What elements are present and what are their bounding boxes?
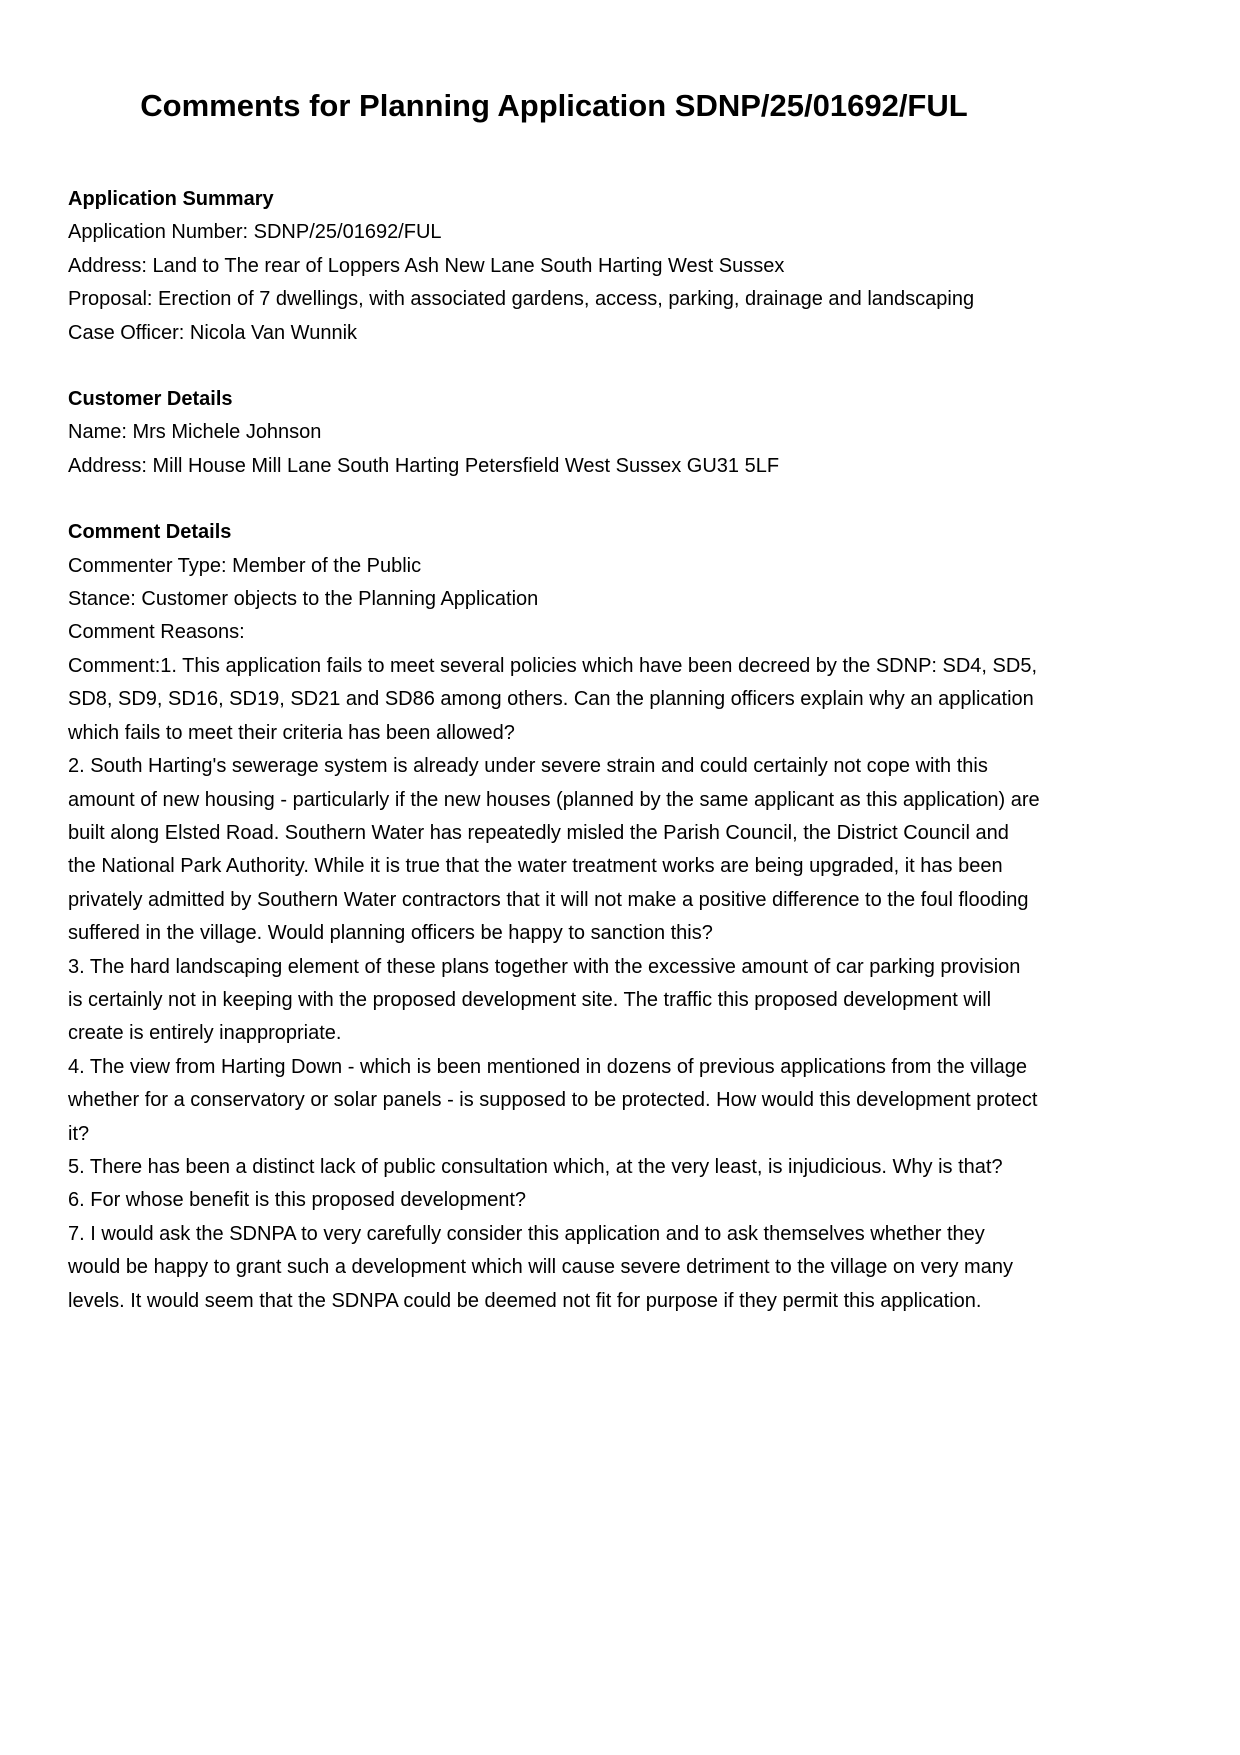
text-line: Comment:1. This application fails to meet several policies which have been decreed by the SDNP: SD4, SD5, SD8, SD9, SD16, SD19, SD21 and SD86 among others. Can the planning officers explain why an application which fails to meet their criteria has been allowed? xyxy=(68,654,1038,744)
text-line: Commenter Type: Member of the Public xyxy=(68,554,422,577)
text-line: Application Number: SDNP/25/01692/FUL xyxy=(68,221,442,244)
customer-details-lines xyxy=(68,416,1040,483)
text-line: 5. There has been a distinct lack of public consultation which, at the very least, is injudicious. Why is that? xyxy=(68,1155,1003,1178)
comment-details-lines xyxy=(68,550,1040,1318)
text-line: Comment Reasons: xyxy=(68,621,245,644)
text-line: Stance: Customer objects to the Planning Application xyxy=(68,588,539,611)
customer-details-heading: Customer Details xyxy=(68,388,233,411)
text-line: 4. The view from Harting Down - which is been mentioned in dozens of previous applications from the village whether for a conservatory or solar panels - is supposed to be protected. How would this development protect it? xyxy=(68,1055,1038,1145)
text-line: Address: Land to The rear of Loppers Ash New Lane South Harting West Sussex xyxy=(68,254,785,277)
text-line: 7. I would ask the SDNPA to very carefully consider this application and to ask themselves whether they would be happy to grant such a development which will cause severe detriment to the village on very many levels. It would seem that the SDNPA could be deemed not fit for purpose if they permit this application. xyxy=(68,1222,1013,1312)
text-line: 6. For whose benefit is this proposed development? xyxy=(68,1189,527,1212)
application-summary-section xyxy=(68,183,1040,350)
page-title: Comments for Planning Application SDNP/25/01692/FUL xyxy=(140,88,968,123)
customer-details-section xyxy=(68,383,1040,483)
text-line: 3. The hard landscaping element of these plans together with the excessive amount of car parking provision is certainly not in keeping with the proposed development site. The traffic this proposed development will create is entirely inappropriate. xyxy=(68,955,1021,1045)
text-line: 2. South Harting's sewerage system is already under severe strain and could certainly not cope with this amount of new housing - particularly if the new houses (planned by the same applicant as this application) are built along Elsted Road. Southern Water has repeatedly misled the Parish Council, the District Council and the National Park Authority. While it is true that the water treatment works are being upgraded, it has been privately admitted by Southern Water contractors that it will not make a positive difference to the foul flooding suffered in the village. Would planning officers be happy to sanction this? xyxy=(68,755,1040,945)
comment-details-heading: Comment Details xyxy=(68,521,232,544)
text-line: Proposal: Erection of 7 dwellings, with associated gardens, access, parking, drainage and landscaping xyxy=(68,288,975,311)
text-line: Name: Mrs Michele Johnson xyxy=(68,421,322,444)
application-summary-lines xyxy=(68,216,1040,350)
application-summary-heading: Application Summary xyxy=(68,188,274,210)
text-line: Address: Mill House Mill Lane South Harting Petersfield West Sussex GU31 5LF xyxy=(68,454,780,477)
document-page xyxy=(68,0,1040,1318)
text-line: Case Officer: Nicola Van Wunnik xyxy=(68,321,358,344)
comment-details-section xyxy=(68,516,1040,1318)
